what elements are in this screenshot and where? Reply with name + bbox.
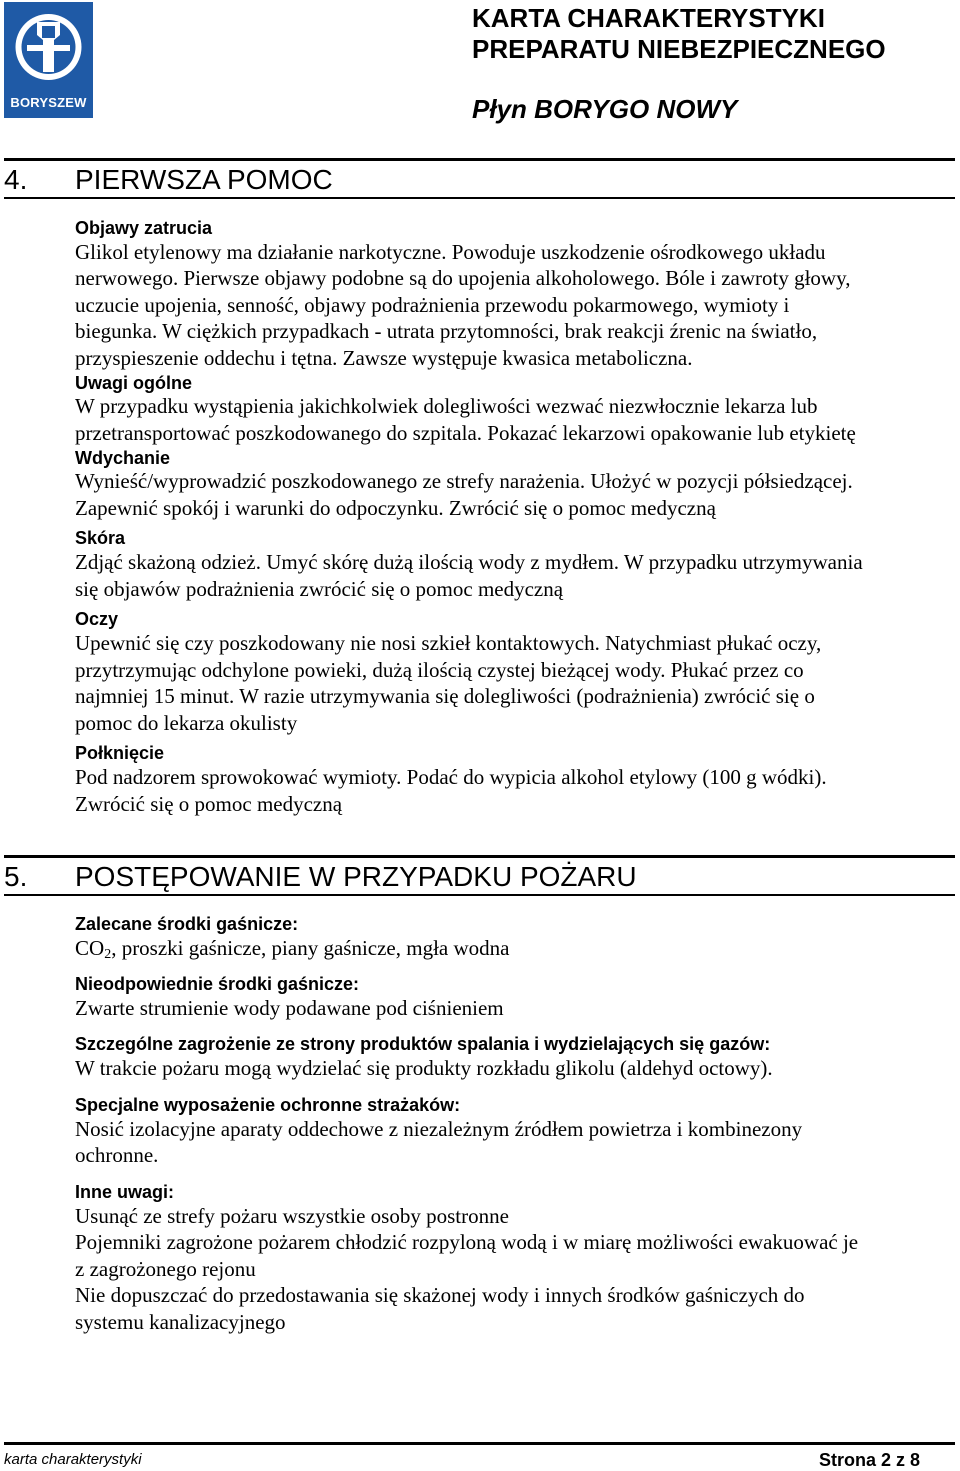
- nieodpowiednie-line: Zwarte strumienie wody podawane pod ciśnieniem: [75, 996, 504, 1020]
- section4-top-rule: [4, 158, 955, 161]
- product-name: Płyn BORYGO NOWY: [472, 94, 738, 124]
- objawy-line: Glikol etylenowy ma działanie narkotyczne. Powoduje uszkodzenie ośrodkowego układu: [75, 240, 826, 264]
- objawy-line: biegunka. W ciężkich przypadkach - utrata przytomności, brak reakcji źrenic na światło,: [75, 319, 818, 343]
- uwagi-line: przetransportować poszkodowanego do szpitala. Pokazać lekarzowi opakowanie lub etykietę: [75, 421, 856, 445]
- objawy-line: przyspieszenie oddechu i tętna. Zawsze występuje kwasica metaboliczna.: [75, 346, 693, 370]
- nieodpowiednie-heading: Nieodpowiednie środki gaśnicze:: [75, 974, 360, 994]
- wyposazenie-line: Nosić izolacyjne aparaty oddechowe z niezależnym źródłem powietrza i kombinezony: [75, 1117, 803, 1141]
- zagrozenie-line: W trakcie pożaru mogą wydzielać się produkty rozkładu glikolu (aldehyd octowy).: [75, 1056, 773, 1080]
- oczy-heading: Oczy: [75, 609, 119, 629]
- logo-text: BORYSZEW: [10, 95, 87, 110]
- document-title-line2: PREPARATU NIEBEZPIECZNEGO: [472, 34, 886, 64]
- section4-title: PIERWSZA POMOC: [75, 164, 333, 195]
- wdychanie-line: Zapewnić spokój i warunki do odpoczynku. Zwrócić się o pomoc medyczną: [75, 496, 716, 520]
- polkniecie-line: Zwrócić się o pomoc medyczną: [75, 792, 343, 816]
- uwagi-heading: Uwagi ogólne: [75, 373, 192, 393]
- wdychanie-heading: Wdychanie: [75, 448, 171, 468]
- footer-rule: [4, 1442, 955, 1445]
- section5-number: 5.: [4, 861, 28, 892]
- shield-logo-icon: [4, 2, 93, 97]
- footer-doc-label: karta charakterystyki: [4, 1451, 142, 1468]
- oczy-line: pomoc do lekarza okulisty: [75, 711, 298, 735]
- section5-bottom-rule: [4, 894, 955, 896]
- zalecane-line: $CO_2$, proszki gaśnicze, piany gaśnicze, mgła wodna: [75, 936, 510, 962]
- oczy-line: przytrzymując odchylone powieki, dużą ilością czystej bieżącej wody. Płukać przez co: [75, 658, 804, 682]
- document-title-line1: KARTA CHARAKTERYSTYKI: [472, 3, 825, 33]
- oczy-line: Upewnić się czy poszkodowany nie nosi szkieł kontaktowych. Natychmiast płukać oczy,: [75, 631, 822, 655]
- polkniecie-line: Pod nadzorem sprowokować wymioty. Podać do wypicia alkohol etylowy (100 g wódki).: [75, 765, 827, 789]
- skora-heading: Skóra: [75, 528, 126, 548]
- objawy-line: nerwowego. Pierwsze objawy podobne są do upojenia alkoholowego. Bóle i zawroty głowy,: [75, 266, 851, 290]
- inne-line: Pojemniki zagrożone pożarem chłodzić rozpyloną wodą i w miarę możliwości ewakuować je: [75, 1230, 859, 1254]
- inne-line: z zagrożonego rejonu: [75, 1257, 256, 1281]
- wdychanie-line: Wynieść/wyprowadzić poszkodowanego ze strefy narażenia. Ułożyć w pozycji półsiedzącej.: [75, 469, 853, 493]
- objawy-line: uczucie upojenia, senność, objawy podrażnienia przewodu pokarmowego, wymioty i: [75, 293, 790, 317]
- inne-line: Nie dopuszczać do przedostawania się skażonej wody i innych środków gaśniczych do: [75, 1283, 805, 1307]
- wyposazenie-heading: Specjalne wyposażenie ochronne strażaków:: [75, 1095, 461, 1115]
- section5-title: POSTĘPOWANIE W PRZYPADKU POŻARU: [75, 861, 637, 892]
- skora-line: się objawów podrażnienia zwrócić się o pomoc medyczną: [75, 577, 564, 601]
- oczy-line: najmniej 15 minut. W razie utrzymywania się dolegliwości (podrażnienia) zwrócić się o: [75, 684, 815, 708]
- skora-line: Zdjąć skażoną odzież. Umyć skórę dużą ilością wody z mydłem. W przypadku utrzymywania: [75, 550, 863, 574]
- inne-line: Usunąć ze strefy pożaru wszystkie osoby postronne: [75, 1204, 509, 1228]
- co2-formula: $CO_2$: [75, 936, 112, 962]
- section4-number: 4.: [4, 164, 28, 195]
- page-number: Strona 2 z 8: [818, 1450, 920, 1470]
- wyposazenie-line: ochronne.: [75, 1143, 159, 1167]
- zalecane-heading: Zalecane środki gaśnicze:: [75, 914, 299, 934]
- inne-line: systemu kanalizacyjnego: [75, 1310, 286, 1334]
- section4-bottom-rule: [4, 197, 955, 199]
- polkniecie-heading: Połknięcie: [75, 743, 165, 763]
- inne-heading: Inne uwagi:: [75, 1182, 174, 1202]
- uwagi-line: W przypadku wystąpienia jakichkolwiek dolegliwości wezwać niezwłocznie lekarza lub: [75, 394, 818, 418]
- objawy-heading: Objawy zatrucia: [75, 218, 213, 238]
- company-logo: [4, 2, 93, 118]
- section5-top-rule: [4, 855, 955, 858]
- zagrozenie-heading: Szczególne zagrożenie ze strony produktów spalania i wydzielających się gazów:: [75, 1034, 771, 1054]
